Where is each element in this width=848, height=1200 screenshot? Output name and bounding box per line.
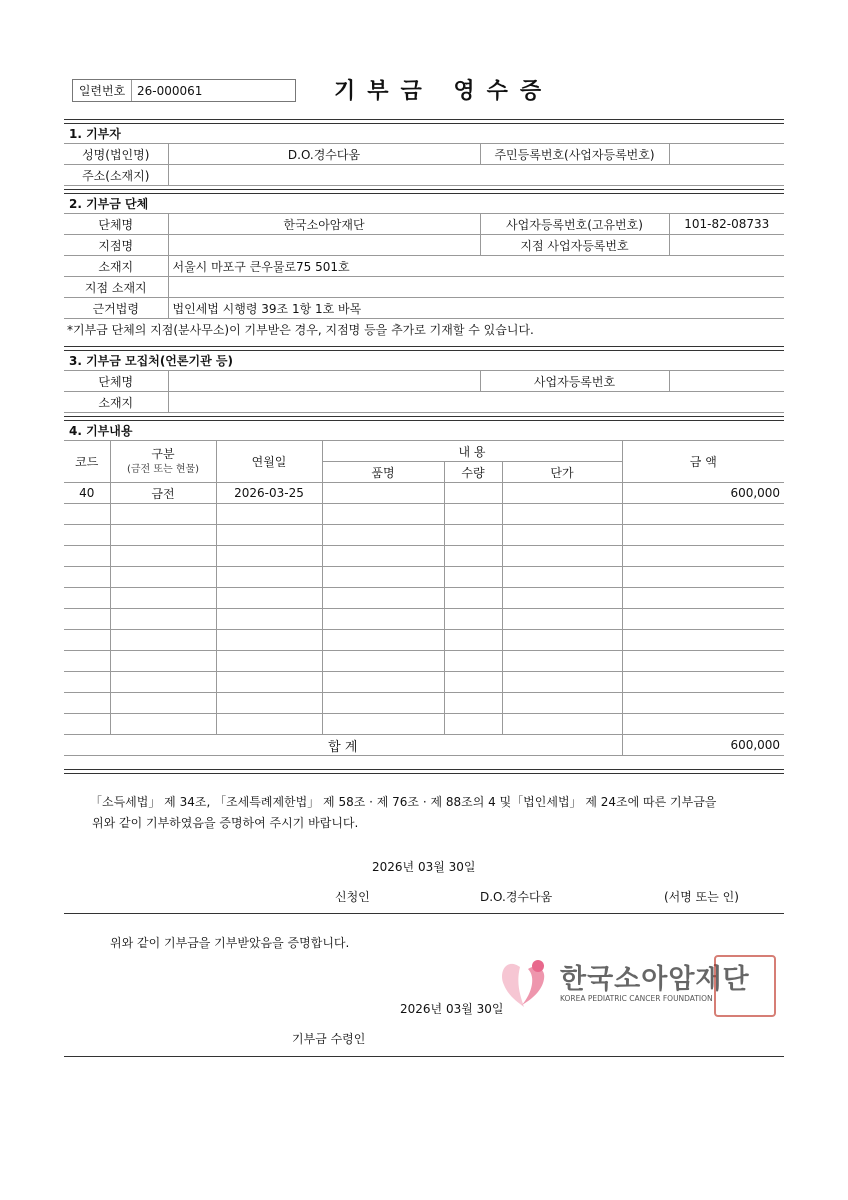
cell-type [110, 504, 216, 525]
cell-code [64, 651, 110, 672]
cell-amount: 600,000 [622, 483, 784, 504]
section-donor: 1. 기부자 [64, 123, 784, 144]
collector-location [168, 392, 784, 413]
receipt-date: 2026년 03월 30일 [400, 1002, 504, 1016]
col-date: 연월일 [216, 441, 322, 483]
cell-item [322, 714, 444, 735]
cell-type [110, 693, 216, 714]
org-branch-bizno [669, 235, 784, 256]
cell-date [216, 714, 322, 735]
divider [64, 769, 784, 774]
cell-date [216, 588, 322, 609]
cell-code [64, 630, 110, 651]
table-row [64, 567, 784, 588]
divider [64, 1056, 784, 1057]
donor-id-label: 주민등록번호(사업자등록번호) [480, 144, 669, 165]
cell-qty [444, 588, 502, 609]
cell-qty [444, 504, 502, 525]
org-name-label: 단체명 [64, 214, 168, 235]
cell-unit [502, 714, 622, 735]
cell-qty [444, 693, 502, 714]
cell-qty [444, 525, 502, 546]
contents-table [64, 420, 784, 756]
cell-qty [444, 672, 502, 693]
cell-code [64, 546, 110, 567]
table-row [64, 483, 784, 504]
divider [64, 913, 784, 914]
donor-name-label: 성명(법인명) [64, 144, 168, 165]
cell-item [322, 546, 444, 567]
applicant-label: 신청인 [335, 890, 370, 904]
collector-bizno-label: 사업자등록번호 [480, 371, 669, 392]
org-branch-bizno-label: 지점 사업자등록번호 [480, 235, 669, 256]
org-branch-location-label: 지점 소재지 [64, 277, 168, 298]
cell-unit [502, 630, 622, 651]
cell-type [110, 567, 216, 588]
cell-unit [502, 546, 622, 567]
recipient-label: 기부금 수령인 [292, 1032, 366, 1046]
cell-code [64, 714, 110, 735]
collector-name-label: 단체명 [64, 371, 168, 392]
logo-english: KOREA PEDIATRIC CANCER FOUNDATION [560, 994, 713, 1003]
section-contents: 4. 기부내용 [64, 420, 784, 441]
section-collector: 3. 기부금 모집처(언론기관 등) [64, 350, 784, 371]
cell-date [216, 630, 322, 651]
seal-stamp [714, 955, 776, 1017]
cell-code [64, 567, 110, 588]
cell-date [216, 525, 322, 546]
statement-line2: 위와 같이 기부하였음을 증명하여 주시기 바랍니다. [92, 816, 359, 830]
cell-item [322, 504, 444, 525]
cell-qty [444, 651, 502, 672]
collector-bizno [669, 371, 784, 392]
cell-amount [622, 651, 784, 672]
cell-code: 40 [64, 483, 110, 504]
cell-type [110, 651, 216, 672]
cell-type [110, 630, 216, 651]
cell-qty [444, 567, 502, 588]
cell-item [322, 588, 444, 609]
serial-number-box [72, 79, 296, 102]
table-row [64, 525, 784, 546]
cell-amount [622, 609, 784, 630]
cell-type [110, 609, 216, 630]
donor-address-label: 주소(소재지) [64, 165, 168, 186]
cell-type [110, 546, 216, 567]
foundation-logo [498, 955, 788, 1015]
cell-date [216, 651, 322, 672]
receipt-text: 위와 같이 기부금을 기부받았음을 증명합니다. [110, 936, 350, 950]
cell-unit [502, 588, 622, 609]
cell-type [110, 588, 216, 609]
cell-item [322, 525, 444, 546]
col-item: 품명 [322, 462, 444, 483]
cell-item [322, 693, 444, 714]
org-branch-label: 지점명 [64, 235, 168, 256]
cell-unit [502, 693, 622, 714]
cell-type [110, 672, 216, 693]
cell-date: 2026-03-25 [216, 483, 322, 504]
table-row [64, 714, 784, 735]
document-title: 기부금 영수증 [334, 79, 554, 104]
cell-unit [502, 483, 622, 504]
cell-unit [502, 567, 622, 588]
cell-amount [622, 672, 784, 693]
section-org: 2. 기부금 단체 [64, 193, 784, 214]
org-location: 서울시 마포구 큰우물로75 501호 [168, 256, 784, 277]
cell-date [216, 693, 322, 714]
total-amount: 600,000 [622, 735, 784, 756]
org-bizno: 101-82-08733 [669, 214, 784, 235]
table-row [64, 609, 784, 630]
cell-amount [622, 588, 784, 609]
cell-unit [502, 609, 622, 630]
cell-code [64, 588, 110, 609]
cell-code [64, 609, 110, 630]
total-label: 합 계 [64, 735, 622, 756]
cell-amount [622, 630, 784, 651]
cell-code [64, 525, 110, 546]
col-unit: 단가 [502, 462, 622, 483]
table-row [64, 588, 784, 609]
org-law-label: 근거법령 [64, 298, 168, 319]
cell-amount [622, 504, 784, 525]
org-name: 한국소아암재단 [168, 214, 480, 235]
donor-address [168, 165, 784, 186]
cell-amount [622, 525, 784, 546]
org-branch [168, 235, 480, 256]
cell-unit [502, 525, 622, 546]
cell-date [216, 609, 322, 630]
cell-item [322, 567, 444, 588]
col-detail: 내 용 [322, 441, 622, 462]
cell-type [110, 714, 216, 735]
cell-item [322, 609, 444, 630]
table-row [64, 504, 784, 525]
statement-line1: 「소득세법」 제 34조, 「조세특례제한법」 제 58조 · 제 76조 · 제 88조의 4 및「법인세법」 제 24조에 따른 기부금을 [90, 795, 717, 809]
table-row [64, 546, 784, 567]
cell-unit [502, 504, 622, 525]
cell-amount [622, 546, 784, 567]
col-code: 코드 [64, 441, 110, 483]
cell-amount [622, 714, 784, 735]
cell-qty [444, 630, 502, 651]
col-qty: 수량 [444, 462, 502, 483]
cell-item [322, 483, 444, 504]
cell-type: 금전 [110, 483, 216, 504]
cell-qty [444, 546, 502, 567]
cell-type [110, 525, 216, 546]
sign-note: (서명 또는 인) [664, 890, 739, 904]
donor-name: D.O.경수다움 [168, 144, 480, 165]
table-row [64, 672, 784, 693]
cell-code [64, 672, 110, 693]
table-row [64, 651, 784, 672]
cell-unit [502, 672, 622, 693]
cell-qty [444, 714, 502, 735]
serial-value: 26-000061 [137, 83, 203, 98]
cell-amount [622, 693, 784, 714]
cell-code [64, 693, 110, 714]
collector-table [64, 350, 784, 413]
org-table [64, 193, 784, 339]
org-law: 법인세법 시행령 39조 1항 1호 바목 [168, 298, 784, 319]
cell-qty [444, 483, 502, 504]
collector-location-label: 소재지 [64, 392, 168, 413]
cell-code [64, 504, 110, 525]
heart-icon [502, 960, 544, 1007]
org-note: *기부금 단체의 지점(분사무소)이 기부받은 경우, 지점명 등을 추가로 기재할 수 있습니다. [64, 319, 784, 340]
cell-item [322, 630, 444, 651]
org-branch-location [168, 277, 784, 298]
col-type-sub: (금전 또는 현물) [126, 463, 200, 475]
col-amount: 금 액 [622, 441, 784, 483]
cell-unit [502, 651, 622, 672]
cell-item [322, 672, 444, 693]
col-type-label: 구분 [151, 446, 175, 461]
logo-korean: 한국소아암재단 [560, 964, 750, 995]
collector-name [168, 371, 480, 392]
col-type [110, 441, 216, 483]
serial-label: 일련번호 [73, 80, 132, 101]
table-row [64, 630, 784, 651]
cell-amount [622, 567, 784, 588]
donor-table [64, 123, 784, 186]
donor-id [669, 144, 784, 165]
cell-date [216, 504, 322, 525]
cell-qty [444, 609, 502, 630]
cell-date [216, 546, 322, 567]
cell-item [322, 651, 444, 672]
applicant-name: D.O.경수다움 [480, 890, 553, 904]
org-bizno-label: 사업자등록번호(고유번호) [480, 214, 669, 235]
cell-date [216, 672, 322, 693]
table-row [64, 693, 784, 714]
cell-date [216, 567, 322, 588]
org-location-label: 소재지 [64, 256, 168, 277]
statement-date: 2026년 03월 30일 [372, 860, 476, 874]
